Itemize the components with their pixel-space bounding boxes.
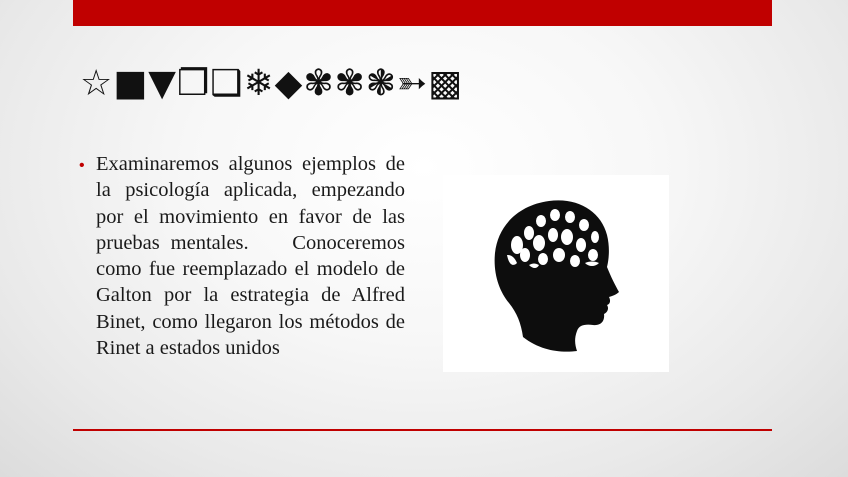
bullet-marker: • (79, 157, 85, 174)
head-silhouette (495, 200, 619, 351)
slide-title: ☆■▼❐❑❄◆✾✾❃➳▩ (80, 63, 464, 104)
body-paragraph: Examinaremos algunos ejemplos de la psicología aplicada, empezando por el movimiento en favor de las pruebas mentales. Conoceremos como fue reemplazado el modelo de Galton por la estrategia de Alfred Binet, como llegaron los métodos de Rinet a estados unidos (96, 153, 416, 360)
head-image (443, 175, 669, 372)
head-silhouette-with-faces-icon (443, 175, 669, 372)
top-accent-bar (73, 0, 772, 26)
bottom-accent-rule (73, 429, 772, 431)
